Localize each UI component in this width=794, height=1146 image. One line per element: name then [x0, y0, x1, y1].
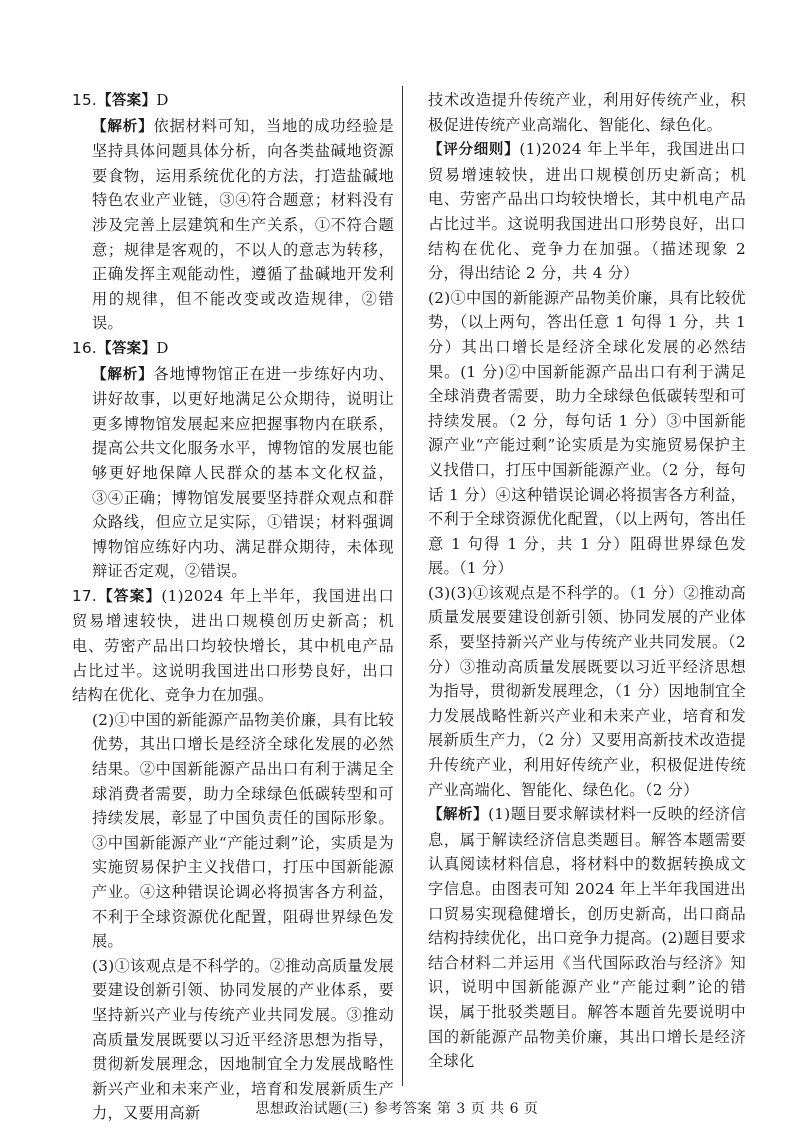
q17-part1: (1)2024 年上半年，我国进出口贸易增速较快，进出口规模创历史新高；机电、劳密产品出口均较快增长，其中机电产品占比过半。这说明我国进出口形势良好，出口结构在优化、竞争力在加强。 [72, 586, 394, 705]
scoring-part3: (3)(3)①该观点是不科学的。（1 分）②推动高质量发展要建设创新引领、协同发展的产业体系，要坚持新兴产业与传统产业共同发展。（2 分）③推动高质量发展既要以习近平经济思想为指导，贯彻新发展理念，（1 分）因地制宜全力发展战略性新兴产业和未来产业，培育和发展新质生产力，（2 分）又要用高新技术改造提升传统产业，利用好传统产业，积极促进传统产业高端化、智能化、绿色化。（2 分） [428, 583, 746, 799]
q15-analysis-tag: 【解析】 [92, 118, 154, 135]
q15-answer-value: D [156, 91, 169, 109]
q16-answer-value: D [156, 338, 169, 357]
page-footer: 思想政治试题(三) 参考答案 第 3 页 共 6 页 [255, 1101, 539, 1117]
analysis [428, 802, 746, 1074]
right-column [428, 88, 746, 1074]
column-divider [402, 86, 403, 1086]
scoring-part1 [428, 137, 746, 286]
scoring-part1-text: (1)2024 年上半年，我国进出口贸易增速较快，进出口规模创历史新高；机电、劳密产品出口均较快增长，其中机电产品占比过半。这说明我国进出口形势良好，出口结构在优化、竞争力在加强。（描述现象 2 分，得出结论 2 分，共 4 分） [428, 140, 746, 283]
q17-answer-2: (2)①中国的新能源产品物美价廉，具有比较优势，其出口增长是经济全球化发展的必然结果。②中国新能源产品出口有利于满足全球消费者需要，助力全球绿色低碳转型和可持续发展，彰显了中国负责任的国际形象。③中国新能源产业“产能过剩”论，实质是为实施贸易保护主义找借口，打压中国新能源产业。④这种错误论调必将损害各方利益，不利于全球资源优化配置，阻碍世界绿色发展。 [92, 710, 394, 951]
analysis-text: (1)题目要求解读材料一反映的经济信息，属于解读经济信息类题目。解答本题需要认真阅读材料信息，将材料中的数据转换成文字信息。由图表可知 2024 年上半年我国进出口贸易实现稳健增长，创历史新高，出口商品结构持续优化，出口竞争力提高。(2)题目要求结合材料二并运用《当代国际政治与经济》知识，说明中国新能源产业“产能过剩”论的错误，属于批驳类题目。解答本题首先要说明中国的新能源产品物美价廉，其出口增长是经济全球化 [428, 805, 746, 1071]
q15-analysis [72, 114, 394, 336]
analysis-tag: 【解析】 [428, 807, 489, 824]
scoring-part2: (2)①中国的新能源产品物美价廉，具有比较优势，（以上两句，答出任意 1 句得 1 分，共 1 分）其出口增长是经济全球化发展的必然结果。(1 分)②中国新能源产品出口有利于满足全球消费者需要，助力全球绿色低碳转型和可持续发展。（2 分，每句话 1 分）③中国新能源产业“产能过剩”论实质是为实施贸易保护主义找借口，打压中国新能源产业。（2 分，每句话 1 分）④这种错误论调必将损害各方利益，不利于全球资源优化配置，（以上两句，答出任意 1 句得 1 分，共 1 分）阻碍世界绿色发展。（1 分） [428, 288, 746, 578]
left-column [72, 88, 394, 1126]
q17-answer-1 [72, 584, 394, 708]
q16-number: 16. [72, 338, 98, 357]
q17-number: 17. [72, 586, 98, 605]
q16-answer [72, 336, 394, 362]
q17-continuation: 技术改造提升传统产业，利用好传统产业，积极促进传统产业高端化、智能化、绿色化。 [428, 91, 746, 134]
q17-answer-tag: 【答案】 [97, 588, 162, 605]
scoring-tag: 【评分细则】 [428, 142, 520, 159]
q16-analysis-tag: 【解析】 [92, 366, 154, 383]
q16-analysis-text: 各地博物馆正在进一步练好内功、讲好故事，以更好地满足公众期待，说明让更多博物馆发展起来应把握事物内在联系，提高公共文化服务水平，博物馆的发展也能够更好地保障人民群众的基本文化权益，③④正确；博物馆发展要坚持群众观点和群众路线，但应立足实际，①错误；材料强调博物馆应练好内功、满足群众期待，未体现辩证否定观，②错误。 [92, 364, 394, 581]
q16-analysis [72, 362, 394, 584]
q15-number: 15. [72, 91, 98, 109]
q16-answer-tag: 【答案】 [97, 340, 157, 357]
q15-answer [72, 88, 394, 114]
q15-answer-tag: 【答案】 [97, 93, 157, 109]
q15-analysis-text: 依据材料可知，当地的成功经验是坚持具体问题具体分析，向各类盐碱地资源要食物，运用系统优化的方法，打造盐碱地特色农业产业链，③④符合题意；材料没有涉及完善上层建筑和生产关系，①不符合题意；规律是客观的，不以人的意志为转移，正确发挥主观能动性，遵循了盐碱地开发利用的规律，但不能改变或改造规律，②错误。 [92, 116, 394, 333]
q17-answer-3: (3)①该观点是不科学的。②推动高质量发展要建设创新引领、协同发展的产业体系，要坚持新兴产业与传统产业共同发展。③推动高质量发展既要以习近平经济思想为指导，贯彻新发展理念，因地制宜全力发展战略性新兴产业和未来产业，培育和发展新质生产力，又要用高新 [92, 956, 394, 1123]
